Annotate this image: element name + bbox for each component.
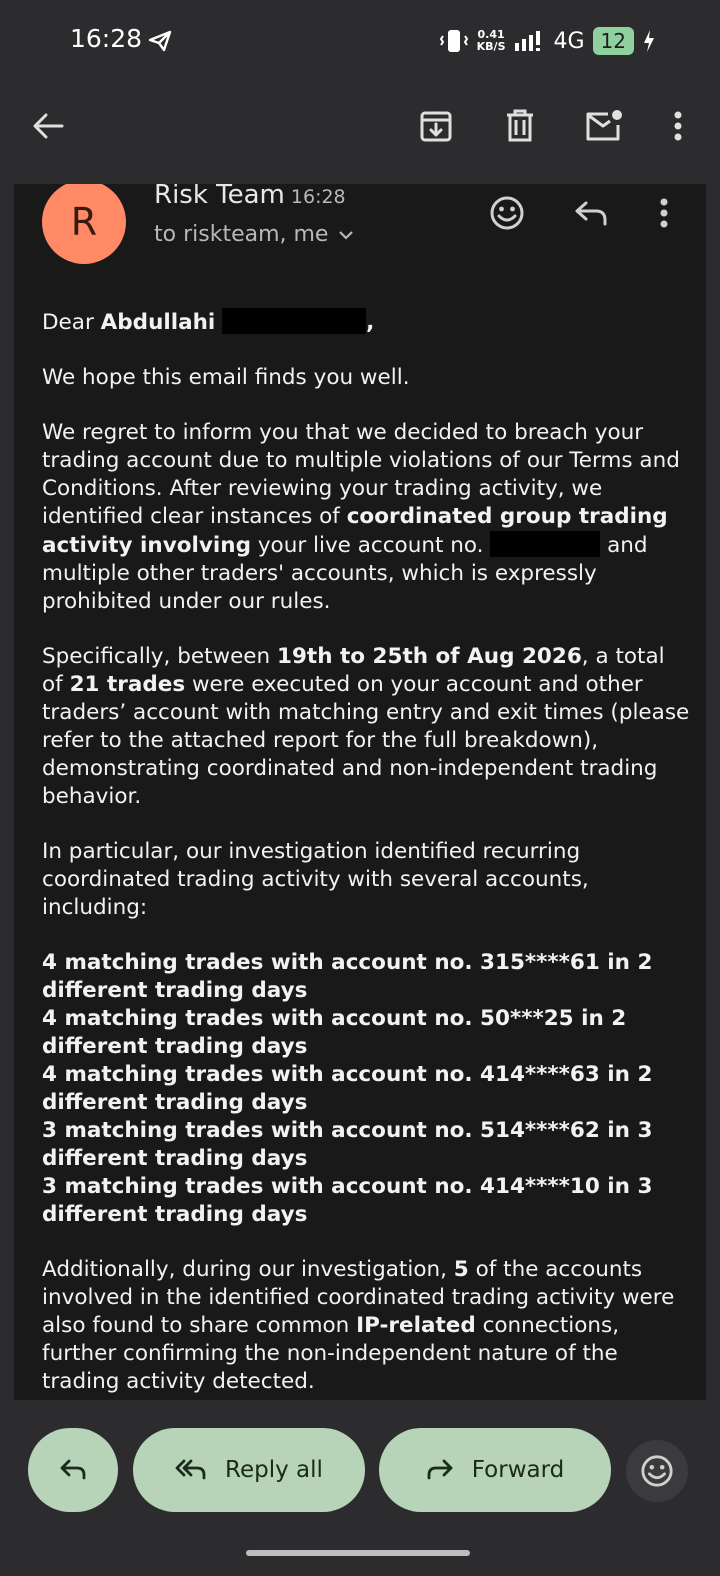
p2-bold: coordinated group trading activity involving — [42, 504, 668, 558]
chevron-down-icon — [338, 230, 354, 240]
mark-unread-icon — [584, 109, 624, 143]
archive-button[interactable] — [414, 104, 458, 148]
redacted-surname — [222, 308, 366, 334]
recipients-toggle[interactable] — [154, 222, 354, 247]
reply-header-button[interactable] — [570, 192, 612, 234]
p3-text-c: , a total of — [42, 644, 665, 697]
p5-text-e: connections, further confirming the non-independent nature of the trading activity detected. — [42, 1313, 620, 1394]
list-item: 4 matching trades with account no. 414****63 in 2 different trading days — [42, 1062, 653, 1115]
reply-all-button[interactable] — [133, 1428, 365, 1512]
paragraph-specifics — [42, 643, 692, 811]
p5-text-a: Additionally, during our investigation, — [42, 1257, 454, 1282]
toolbar — [0, 84, 720, 184]
sender-header — [154, 184, 346, 210]
email-more-button[interactable] — [646, 192, 682, 234]
reply-all-icon — [175, 1459, 207, 1481]
emoji-icon — [640, 1454, 674, 1488]
p3-text-e: were executed on your account and other traders’ account with matching entry and exit times (please refer to the attached report for the full breakdown), demonstrating coordinated and non-independent trading behavior. — [42, 672, 690, 809]
status-time: 16:28 — [70, 24, 143, 53]
list-item: 4 matching trades with account no. 315****61 in 2 different trading days — [42, 950, 653, 1003]
email-body — [42, 308, 692, 1400]
mark-unread-button[interactable] — [580, 104, 628, 148]
sender-name: Risk Team — [154, 184, 285, 210]
email-panel — [14, 184, 706, 1400]
p2-text-d: and multiple other traders' accounts, which is expressly prohibited under our rules. — [42, 533, 648, 614]
send-icon — [148, 30, 172, 52]
back-button[interactable] — [26, 104, 70, 148]
redacted-account-number — [490, 531, 600, 557]
p2-text-a: We regret to inform you that we decided to breach your trading account due to multiple violations of our Terms and Conditions. After reviewing your trading activity, we identified clear instances of — [42, 420, 680, 529]
forward-button[interactable] — [379, 1428, 611, 1512]
vibrate-icon — [439, 28, 469, 54]
home-indicator[interactable] — [246, 1550, 470, 1556]
greeting-comma: , — [366, 310, 375, 335]
paragraph-particular: In particular, our investigation identified recurring coordinated trading activity with several accounts, including: — [42, 839, 589, 920]
recipients-text: to riskteam, me — [154, 222, 329, 247]
greeting-text: Dear — [42, 310, 94, 335]
list-item: 3 matching trades with account no. 414****10 in 3 different trading days — [42, 1174, 653, 1227]
emoji-icon — [489, 195, 525, 231]
forward-label: Forward — [471, 1457, 565, 1483]
p3-trade-count: 21 trades — [69, 672, 186, 697]
p3-date-range: 19th to 25th of Aug 2026 — [277, 644, 582, 669]
battery-badge: 12 — [593, 27, 634, 55]
p5-text-c: of the accounts involved in the identified coordinated trading activity were also found to share common — [42, 1257, 675, 1338]
network-type: 4G — [553, 28, 585, 54]
reply-icon — [59, 1459, 87, 1481]
greeting-name: Abdullahi — [100, 310, 216, 335]
add-reaction-button[interactable] — [486, 192, 528, 234]
charging-icon — [642, 29, 656, 53]
back-arrow-icon — [32, 112, 64, 140]
status-bar — [0, 0, 720, 84]
list-item: 3 matching trades with account no. 514****62 in 3 different trading days — [42, 1118, 653, 1171]
email-time: 16:28 — [290, 186, 346, 208]
list-item: 4 matching trades with account no. 50***25 in 2 different trading days — [42, 1006, 627, 1059]
p5-bold: IP-related — [356, 1313, 476, 1338]
paragraph-intro: We hope this email finds you well. — [42, 365, 410, 390]
forward-icon — [426, 1459, 454, 1481]
reply-button[interactable] — [28, 1428, 118, 1512]
sender-avatar[interactable]: R — [42, 184, 126, 264]
paragraph-violation — [42, 419, 692, 616]
more-vert-icon — [660, 198, 668, 228]
greeting — [42, 308, 692, 337]
archive-icon — [419, 109, 453, 143]
net-speed — [477, 29, 506, 53]
matching-trades-list — [42, 949, 692, 1229]
signal-icon — [514, 29, 546, 53]
status-indicators — [439, 24, 656, 58]
paragraph-ip — [42, 1256, 692, 1396]
p2-text-c: your live account no. — [250, 533, 491, 558]
bottom-action-bar — [0, 1400, 720, 1576]
more-vert-icon — [674, 111, 682, 141]
more-options-button[interactable] — [660, 104, 696, 148]
react-emoji-button[interactable] — [626, 1440, 688, 1502]
delete-button[interactable] — [498, 104, 542, 148]
p5-count: 5 — [453, 1257, 469, 1282]
reply-all-label: Reply all — [225, 1457, 323, 1483]
net-speed-value: 0.41 — [477, 28, 505, 41]
net-speed-unit: KB/S — [476, 40, 506, 53]
reply-icon — [574, 200, 608, 226]
trash-icon — [505, 109, 535, 143]
p3-text-a: Specifically, between — [42, 644, 277, 669]
